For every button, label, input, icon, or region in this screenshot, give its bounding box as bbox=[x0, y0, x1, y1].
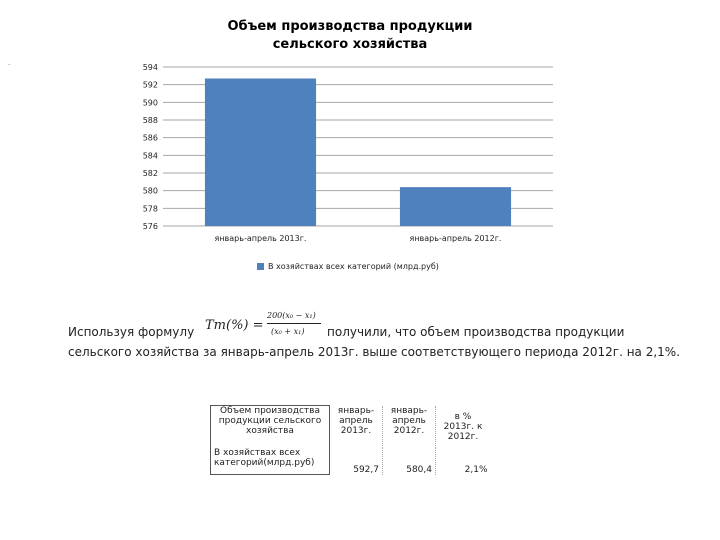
y-tick-label: 576 bbox=[142, 222, 158, 231]
y-tick-label: 582 bbox=[142, 169, 158, 178]
table-header-row bbox=[211, 406, 491, 449]
bar bbox=[400, 187, 511, 226]
table-header-cell: Объем производства продукции сельского хозяйства bbox=[211, 406, 330, 449]
y-tick-label: 590 bbox=[142, 98, 158, 108]
paragraph-line-1b: получили, что объем производства продукции bbox=[327, 325, 625, 339]
y-tick-labels bbox=[143, 63, 158, 231]
formula-denominator: (x₀ + x₁) bbox=[271, 327, 305, 336]
x-tick-label: январь-апрель 2012г. bbox=[409, 234, 502, 243]
legend bbox=[257, 262, 439, 271]
table-cell: 592,7 bbox=[330, 448, 383, 475]
x-tick-label: январь-апрель 2013г. bbox=[214, 234, 307, 243]
table-cell: 2,1% bbox=[464, 464, 488, 475]
formula-fraction-bar bbox=[267, 323, 321, 324]
table-row-label: В хозяйствах всех категорий(млрд.руб) bbox=[211, 448, 330, 475]
formula-lhs: Тт(%) = bbox=[205, 318, 264, 333]
paragraph-line-2: сельского хозяйства за январь-апрель 2013г. выше соответствующего периода 2012г. на 2,1%. bbox=[68, 345, 681, 359]
table-header-cell: январь-апрель 2012г. bbox=[383, 406, 436, 449]
legend-swatch bbox=[257, 263, 264, 270]
bar-chart bbox=[0, 0, 720, 260]
y-tick-label: 594 bbox=[142, 63, 158, 72]
paragraph-line-1a: Используя формулу bbox=[68, 325, 195, 339]
y-tick-label: 578 bbox=[142, 204, 158, 214]
formula-numerator: 200(x₀ − x₁) bbox=[267, 311, 316, 320]
bars bbox=[205, 78, 511, 226]
chart-title-line-2: сельского хозяйства bbox=[272, 37, 428, 52]
y-tick-label: 584 bbox=[142, 151, 158, 161]
table-cell: 580,4 bbox=[383, 448, 436, 475]
growth-rate-formula bbox=[203, 309, 321, 345]
y-tick-label: 592 bbox=[142, 80, 158, 90]
table-header-cell: в % 2013г. к 2012г. bbox=[443, 411, 483, 442]
legend-label: В хозяйствах всех категорий (млрд.руб) bbox=[268, 262, 439, 271]
table-row bbox=[211, 448, 491, 475]
y-tick-label: 586 bbox=[142, 133, 158, 143]
chart-title-line-1: Объем производства продукции bbox=[227, 19, 473, 34]
table-header-cell: январь-апрель 2013г. bbox=[330, 406, 383, 449]
data-table bbox=[210, 405, 491, 475]
y-tick-label: 588 bbox=[142, 116, 158, 125]
bar bbox=[205, 78, 316, 226]
x-tick-labels bbox=[215, 234, 502, 243]
y-tick-label: 580 bbox=[142, 186, 158, 196]
stray-dot: . bbox=[8, 58, 11, 67]
